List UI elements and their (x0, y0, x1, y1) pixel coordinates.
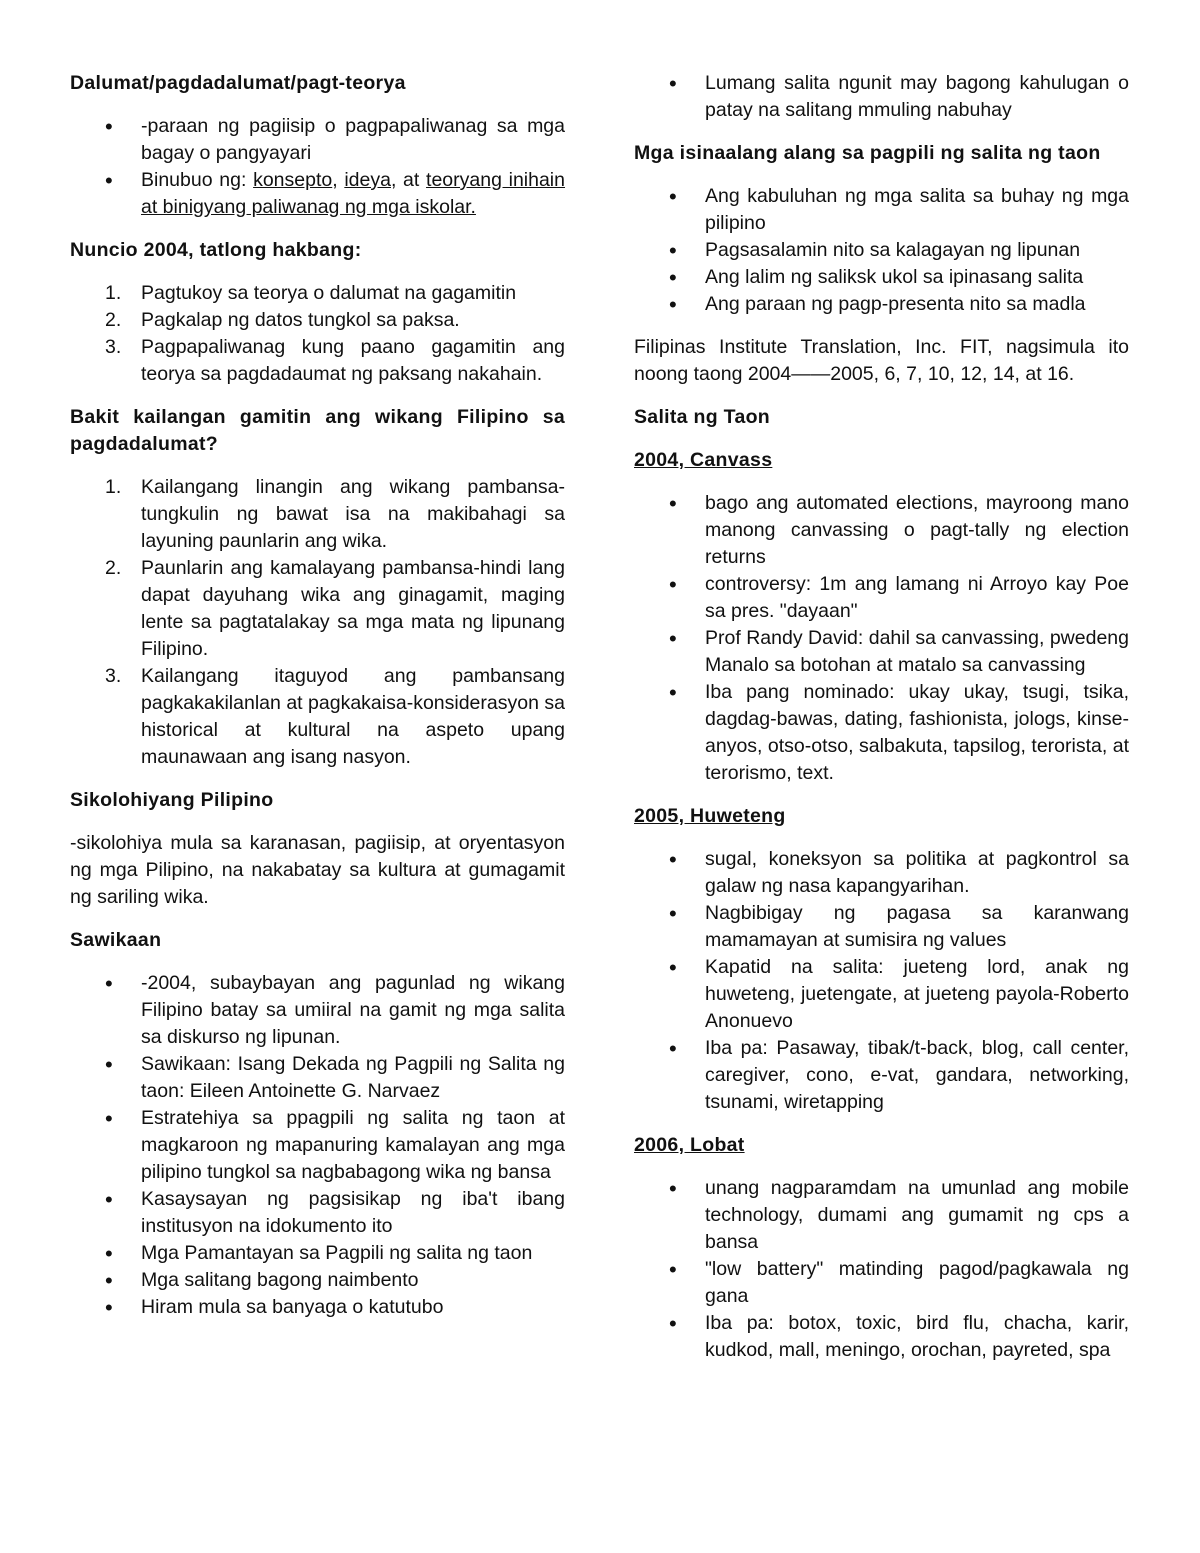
list-item: • Iba pa: Pasaway, tibak/t-back, blog, call center, caregiver, cono, e-vat, gandara, networking, tsunami, wiretapping (634, 1035, 1129, 1116)
bullet (105, 1105, 135, 1134)
bullet (105, 1294, 135, 1323)
underlined-konsepto: konsepto (253, 169, 333, 191)
bullet (669, 1256, 699, 1285)
bullet (105, 1051, 135, 1080)
heading-sikolohiya: Sikolohiyang Pilipino (70, 789, 274, 811)
list-item: • bago ang automated elections, mayroong mano manong canvassing o pagt-tally ng election returns (634, 490, 1129, 571)
list-item: • Iba pa: botox, toxic, bird flu, chacha, karir, kudkod, mall, meningo, orochan, payreted, spa (634, 1310, 1129, 1364)
list-item: • -2004, subaybayan ang pagunlad ng wikang Filipino batay sa umiiral na gamit ng mga salita sa diskurso ng lipunan. (70, 970, 565, 1051)
bullet (105, 1267, 135, 1296)
bullet (669, 1310, 699, 1339)
heading-nuncio: Nuncio 2004, tatlong hakbang: (70, 239, 362, 261)
number: 2. (105, 557, 122, 579)
bullet (669, 846, 699, 875)
list-item: • Kapatid na salita: jueteng lord, anak ng huweteng, juetengate, at jueteng payola-Roberto Anonuevo (634, 954, 1129, 1035)
bullet (669, 183, 699, 212)
heading-bakit: Bakit kailangan gamitin ang wikang Filipino sa pagdadalumat? (70, 406, 565, 455)
bullet (669, 264, 699, 293)
list-item: • controversy: 1m ang lamang ni Arroyo kay Poe sa pres. "dayaan" (634, 571, 1129, 625)
underlined-teoryang: teoryang inihain at binigyang paliwanag ng mga iskolar. (141, 169, 565, 218)
list-item: • unang nagparamdam na umunlad ang mobile technology, dumami ang gumamit ng cps a bansa (634, 1175, 1129, 1256)
bullet (669, 291, 699, 320)
bullet (105, 1186, 135, 1215)
huweteng-list (634, 846, 1129, 1116)
number: 1. (105, 282, 122, 304)
list-item: 3. Kailangang itaguyod ang pambansang pagkakakilanlan at pagkakaisa-konsiderasyon sa historical at kultural na aspeto upang maunawaan ang isang nasyon. (105, 665, 565, 768)
sawikaan-list (70, 970, 565, 1321)
bullet (669, 900, 699, 929)
list-item: • Lumang salita ngunit may bagong kahulugan o patay na salitang mmuling nabuhay (634, 70, 1129, 124)
isinaalang-alang-list (634, 183, 1129, 318)
list-item: • Prof Randy David: dahil sa canvassing, pwedeng Manalo sa botohan at matalo sa canvassing (634, 625, 1129, 679)
bullet (669, 1035, 699, 1064)
list-item: 1. Kailangang linangin ang wikang pambansa-tungkulin ng bawat isa na makibahagi sa layuning paunlarin ang wika. (105, 476, 565, 552)
bullet (669, 954, 699, 983)
bullet (105, 1240, 135, 1269)
right-column (634, 70, 1129, 1380)
bullet (105, 113, 135, 142)
bullet (669, 70, 699, 99)
bullet (669, 625, 699, 654)
list-item: • Mga Pamantayan sa Pagpili ng salita ng taon (70, 1240, 565, 1267)
list-item: • "low battery" matinding pagod/pagkawala ng gana (634, 1256, 1129, 1310)
list-item: • -paraan ng pagiisip o pagpapaliwanag sa mga bagay o pangyayari (70, 113, 565, 167)
heading-sawikaan: Sawikaan (70, 929, 162, 951)
list-item: 2. Pagkalap ng datos tungkol sa paksa. (70, 307, 565, 334)
sikolohiya-paragraph: -sikolohiya mula sa karanasan, pagiisip, at oryentasyon ng mga Pilipino, na nakabatay sa kultura at gumagamit ng sariling wika. (70, 832, 565, 908)
list-item: • Kasaysayan ng pagsisikap ng iba't ibang institusyon na idokumento ito (70, 1186, 565, 1240)
list-item: 3. Pagpapaliwanag kung paano gagamitin ang teorya sa pagdadaumat ng paksang nakahain. (105, 336, 565, 385)
list-item: • Ang paraan ng pagp-presenta nito sa madla (634, 291, 1129, 318)
list-item: • Ang kabuluhan ng mga salita sa buhay ng mga pilipino (634, 183, 1129, 237)
number: 3. (105, 336, 122, 358)
underlined-ideya: ideya (344, 169, 391, 191)
sawikaan-continued-list (634, 70, 1129, 124)
heading-2004-canvass: 2004, Canvass (634, 449, 773, 471)
bullet (669, 1175, 699, 1204)
number: 1. (105, 476, 122, 498)
heading-2005-huweteng: 2005, Huweteng (634, 805, 786, 827)
list-item: • Nagbibigay ng pagasa sa karanwang mamamayan at sumisira ng values (634, 900, 1129, 954)
list-item: • sugal, koneksyon sa politika at pagkontrol sa galaw ng nasa kapangyarihan. (634, 846, 1129, 900)
left-column (70, 70, 565, 1337)
bullet (669, 571, 699, 600)
list-item: • Mga salitang bagong naimbento (70, 1267, 565, 1294)
list-item: • Sawikaan: Isang Dekada ng Pagpili ng Salita ng taon: Eileen Antoinette G. Narvaez (70, 1051, 565, 1105)
bullet (105, 970, 135, 999)
lobat-list (634, 1175, 1129, 1364)
list-item: • Binubuo ng: konsepto, ideya, at teoryang inihain at binigyang paliwanag ng mga iskolar. (70, 167, 565, 221)
list-item: • Estratehiya sa ppagpili ng salita ng taon at magkaroon ng mapanuring kamalayan ang mga pilipino tungkol sa nagbabagong wika ng bansa (70, 1105, 565, 1186)
list-item: • Pagsasalamin nito sa kalagayan ng lipunan (634, 237, 1129, 264)
heading-dalumat: Dalumat/pagdadalumat/pagt-teorya (70, 72, 406, 94)
fit-paragraph: Filipinas Institute Translation, Inc. FIT, nagsimula ito noong taong 2004——2005, 6, 7, 10, 12, 14, at 16. (634, 336, 1129, 385)
number: 3. (105, 665, 122, 687)
dalumat-list (70, 113, 565, 221)
heading-2006-lobat: 2006, Lobat (634, 1134, 745, 1156)
number: 2. (105, 309, 122, 331)
bullet (105, 167, 135, 196)
nuncio-steps (70, 280, 565, 388)
list-item: 2. Paunlarin ang kamalayang pambansa-hindi lang dapat dayuhang wika ang ginagamit, maging lente sa pagtatalakay sa mga mata ng lipunang Filipino. (105, 557, 565, 660)
canvass-list (634, 490, 1129, 787)
bullet (669, 237, 699, 266)
heading-isinaalang-alang: Mga isinaalang alang sa pagpili ng salita ng taon (634, 142, 1101, 164)
heading-salita-ng-taon: Salita ng Taon (634, 406, 771, 428)
bakit-list (70, 474, 565, 771)
list-item: • Hiram mula sa banyaga o katutubo (70, 1294, 565, 1321)
bullet (669, 679, 699, 708)
list-item: • Iba pang nominado: ukay ukay, tsugi, tsika, dagdag-bawas, dating, fashionista, jologs, kinse-anyos, otso-otso, salbakuta, tapsilog, terorista, at terorismo, text. (634, 679, 1129, 787)
list-item: 1. Pagtukoy sa teorya o dalumat na gagamitin (70, 280, 565, 307)
list-item: • Ang lalim ng saliksk ukol sa ipinasang salita (634, 264, 1129, 291)
bullet (669, 490, 699, 519)
